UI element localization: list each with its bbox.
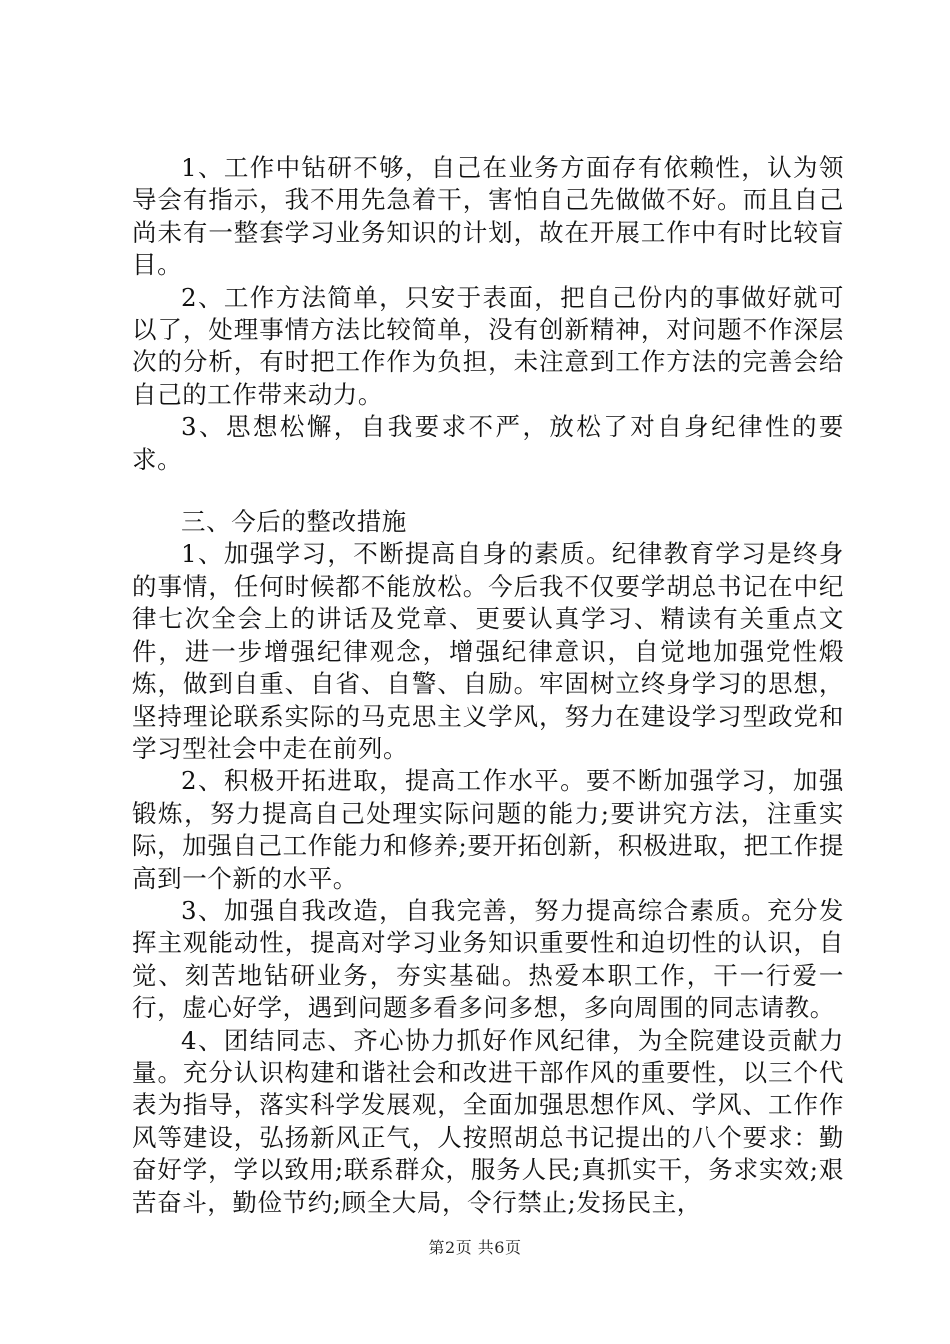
paragraph-measure-4: 4、团结同志、齐心协力抓好作风纪律，为全院建设贡献力量。充分认识构建和谐社会和改进干部作风的重要性，以三个代表为指导，落实科学发展观，全面加强思想作风、学风、工作作风等建设，弘扬新风正气，人按照胡总书记提出的八个要求：勤奋好学，学以致用;联系群众，服务人民;真抓实干，务求实效;艰苦奋斗，勤俭节约;顾全大局，令行禁止;发扬民主，: [132, 1025, 844, 1217]
paragraph-problem-3: 3、思想松懈，自我要求不严，放松了对自身纪律性的要求。: [132, 412, 844, 474]
section-heading: 三、今后的整改措施: [181, 507, 407, 537]
paragraph-measure-2: 2、积极开拓进取，提高工作水平。要不断加强学习，加强锻炼，努力提高自己处理实际问题的能力;要讲究方法，注重实际，加强自己工作能力和修养;要开拓创新，积极进取，把工作提高到一个新的水平。: [132, 766, 844, 893]
page-number-footer: 第2页 共6页: [428, 1238, 522, 1257]
paragraph-problem-1: 1、工作中钻研不够，自己在业务方面存有依赖性，认为领导会有指示，我不用先急着干，害怕自己先做做不好。而且自己尚未有一整套学习业务知识的计划，故在开展工作中有时比较盲目。: [132, 153, 844, 280]
paragraph-measure-1: 1、加强学习，不断提高自身的素质。纪律教育学习是终身的事情，任何时候都不能放松。今后我不仅要学胡总书记在中纪律七次全会上的讲话及党章、更要认真学习、精读有关重点文件，进一步增强纪律观念，增强纪律意识，自觉地加强党性煅炼，做到自重、自省、自警、自励。牢固树立终身学习的思想，坚持理论联系实际的马克思主义学风，努力在建设学习型政党和学习型社会中走在前列。: [132, 539, 844, 763]
paragraph-problem-2: 2、工作方法简单，只安于表面，把自己份内的事做好就可以了，处理事情方法比较简单，没有创新精神，对问题不作深层次的分析，有时把工作作为负担，未注意到工作方法的完善会给自己的工作带来动力。: [132, 282, 844, 409]
paragraph-measure-3: 3、加强自我改造，自我完善，努力提高综合素质。充分发挥主观能动性，提高对学习业务知识重要性和迫切性的认识，自觉、刻苦地钻研业务，夯实基础。热爱本职工作，干一行爱一行，虚心好学，遇到问题多看多问多想，多向周围的同志请教。: [132, 895, 844, 1023]
document-body: [132, 152, 844, 1219]
